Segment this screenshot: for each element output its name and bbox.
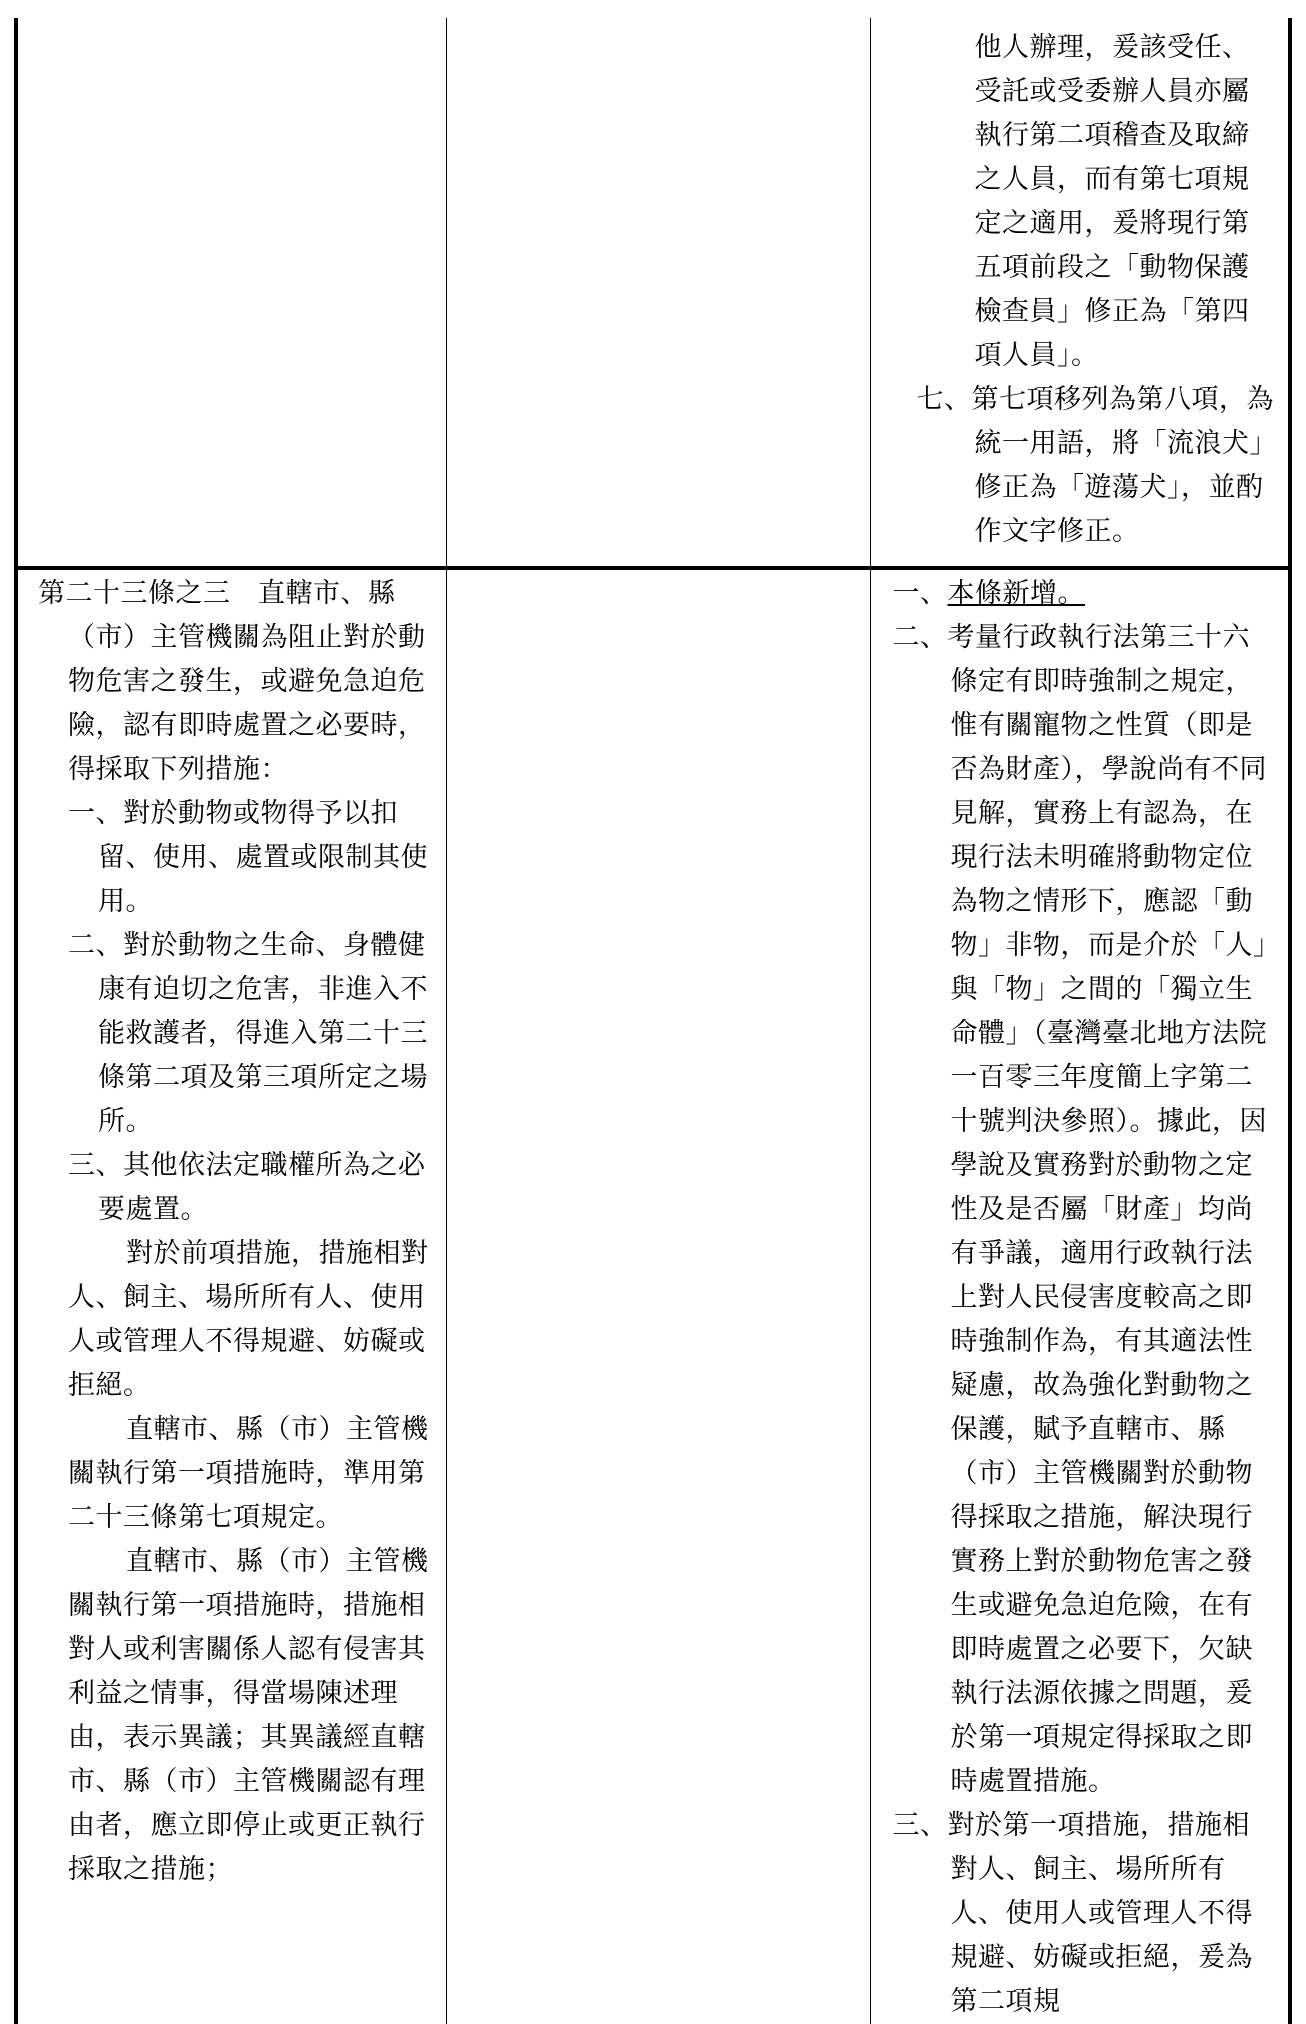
item-marker: 二、 [892,622,948,653]
item-marker: 三、 [68,1150,123,1181]
explanation-cell [870,18,1290,568]
current-text-cell [446,568,870,2024]
explanation-cell [870,568,1290,2024]
article-item-1 [68,792,436,924]
item-marker: 二、 [68,930,123,961]
article-heading: 第二十三條之三 [38,578,231,609]
article-lead-text: 直轄市、縣（市）主管機關為阻止對於動物危害之發生，或避免急迫危險，認有即時處置之必要時，得採取下列措施： [68,578,426,785]
article-item-3 [68,1144,436,1232]
article-item-2 [68,924,436,1144]
table-row [16,18,1290,568]
explanation-note-3 [892,1804,1277,2024]
explanation-note-2 [892,616,1277,1804]
explanation-notes [871,570,1289,2024]
item-text: 第七項移列為第八項，為統一用語，將「流浪犬」修正為「遊蕩犬」，並酌作文字修正。 [971,384,1274,547]
item-marker: 七、 [916,384,972,415]
item-text: 對於動物或物得予以扣留、使用、處置或限制其使用。 [98,798,428,917]
amended-text-cell [16,18,446,568]
comparison-table [14,18,1292,2024]
article-23-3 [18,570,446,1892]
item-text: 對於動物之生命、身體健康有迫切之危害，非進入不能救護者，得進入第二十三條第二項及第三項所定之場所。 [98,930,428,1137]
article-lead [38,572,436,792]
article-paragraph-2: 對於前項措施，措施相對人、飼主、場所所有人、使用人或管理人不得規避、妨礙或拒絕。 [68,1238,429,1401]
item-text: 對於第一項措施，措施相對人、飼主、場所所有人、使用人或管理人不得規避、妨礙或拒絕，爰為第二項規 [947,1810,1253,2017]
article-paragraph-3: 直轄市、縣（市）主管機關執行第一項措施時，準用第二十三條第七項規定。 [68,1414,429,1533]
explanation-continuation [871,18,1289,554]
item-text: 考量行政執行法第三十六條定有即時強制之規定，惟有關寵物之性質（即是否為財產），學說尚有不同見解，實務上有認為，在現行法未明確將動物定位為物之情形下，應認「動物」非物，而是介於「人」與「物」之間的「獨立生命體」（臺灣臺北地方法院一百零三年度簡上字第二十號判決參照）。據此，因學說及實務對於動物之定性及是否屬「財產」均尚有爭議，適用行政執行法上對人民侵害度較高之即時強制作為，有其適法性疑慮，故為強化對動物之保護，賦予直轄市、縣（市）主管機關對於動物得採取之措施，解決現行實務上對於動物危害之發生或避免急迫危險，在有即時處置之必要下，欠缺執行法源依據之問題，爰於第一項規定得採取之即時處置措施。 [947,622,1267,1797]
item-text: 本條新增。 [947,578,1085,609]
item-text: 其他依法定職權所為之必要處置。 [98,1150,426,1225]
amended-text-cell [16,568,446,2024]
article-paragraph-4: 直轄市、縣（市）主管機關執行第一項措施時，措施相對人或利害關係人認有侵害其利益之情事，得當場陳述理由，表示異議；其異議經直轄市、縣（市）主管機關認有理由者，應立即停止或更正執行採取之措施； [68,1546,429,1885]
explanation-item-7 [916,378,1277,554]
explanation-note-1 [892,572,1277,616]
current-text-cell [446,18,870,568]
explanation-continued-text: 他人辦理，爰該受任、受託或受委辦人員亦屬執行第二項稽查及取締之人員，而有第七項規定之適用，爰將現行第五項前段之「動物保護檢查員」修正為「第四項人員」。 [974,32,1250,371]
table-row [16,568,1290,2024]
item-marker: 三、 [892,1810,948,1841]
item-marker: 一、 [892,578,948,609]
item-marker: 一、 [68,798,123,829]
